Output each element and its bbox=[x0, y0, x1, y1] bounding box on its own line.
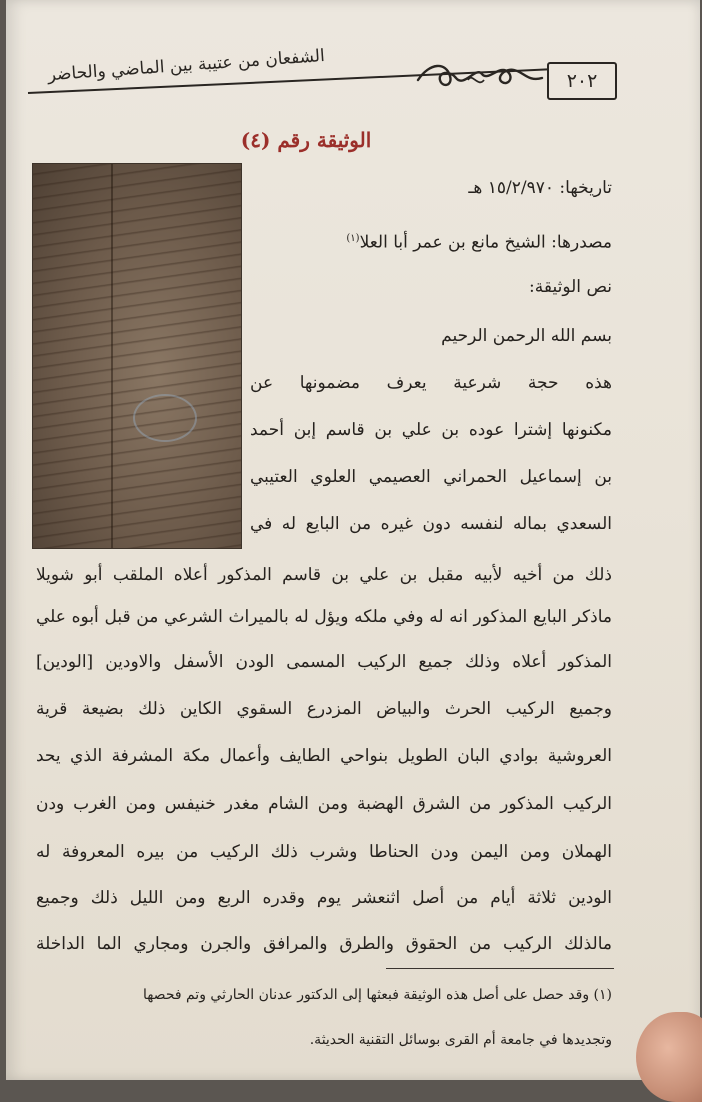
text-line: المذكور أعلاه وذلك جميع الركيب المسمى الودن الأسفل والاودين [الودين] bbox=[36, 652, 612, 672]
document-source-text: مصدرها: الشيخ مانع بن عمر أبا العلا bbox=[359, 232, 612, 253]
basmala: بسم الله الرحمن الرحيم bbox=[441, 326, 612, 346]
book-page bbox=[6, 0, 700, 1080]
footnote-marker: (١) bbox=[346, 233, 360, 244]
thumb-shadow bbox=[636, 1012, 702, 1102]
text-line: العروشية بوادي البان الطويل بنواحي الطايف وأعمال مكة المشرفة الذي يحد bbox=[36, 746, 612, 766]
running-header-title: الشفعان من عتيبة بين الماضي والحاضر bbox=[47, 46, 326, 86]
text-line: الودين ثلاثة أيام من أصل اثنعشر يوم وقدره الربع ومن الليل ذلك وجميع bbox=[36, 888, 612, 908]
page-number: ٢٠٢ bbox=[566, 70, 598, 92]
text-line: السعدي بماله لنفسه دون غيره من البايع له في bbox=[250, 514, 612, 534]
page-number-box bbox=[547, 62, 617, 100]
footnote-line: وتجديدها في جامعة أم القرى بوسائل التقنية الحديثة. bbox=[309, 1032, 612, 1048]
text-line: مكنونها إشترا عوده بن علي بن قاسم إبن أحمد bbox=[250, 420, 612, 440]
photo-seal-stamp bbox=[133, 394, 197, 442]
text-line: بن إسماعيل الحمراني العصيمي العلوي العتيبي bbox=[250, 467, 612, 487]
document-source bbox=[256, 227, 612, 255]
photo-fold-line bbox=[111, 164, 113, 548]
text-line: الركيب المذكور من الشرق الهضبة ومن الشام مغدر خنيفس ومن الغرب ودن bbox=[36, 794, 612, 814]
document-title: الوثيقة رقم (٤) bbox=[240, 128, 372, 152]
text-line: مالذلك الركيب من الحقوق والطرق والمرافق والجرن ومجاري الما الداخلة bbox=[36, 934, 612, 954]
document-date: تاريخها: ١٥/٢/٩٧٠ هـ bbox=[468, 178, 612, 198]
decorative-ornament-icon bbox=[416, 58, 546, 94]
text-line: الهملان ومن اليمن ودن الحناطا وشرب ذلك الركيب من بيره المعروفة له bbox=[36, 842, 612, 862]
footnote-separator bbox=[386, 968, 614, 969]
text-line: ماذكر البايع المذكور انه له وفي ملكه ويؤل له بالميراث الشرعي من قبل أبوه علي bbox=[36, 607, 612, 627]
text-line: ذلك من أخيه لأبيه مقبل بن علي بن قاسم المذكور أعلاه الملقب أبو شويلا bbox=[36, 565, 612, 585]
document-text-label: نص الوثيقة: bbox=[529, 277, 612, 297]
text-line: هذه حجة شرعية يعرف مضمونها عن bbox=[250, 373, 612, 393]
text-line: وجميع الركيب الحرث والبياض المزدرع السقوي الكاين ذلك بضيعة قرية bbox=[36, 699, 612, 719]
document-photo bbox=[32, 163, 242, 549]
footnote-line: (١) وقد حصل على أصل هذه الوثيقة فبعثها إلى الدكتور عدنان الحارثي وتم فحصها bbox=[142, 987, 612, 1003]
